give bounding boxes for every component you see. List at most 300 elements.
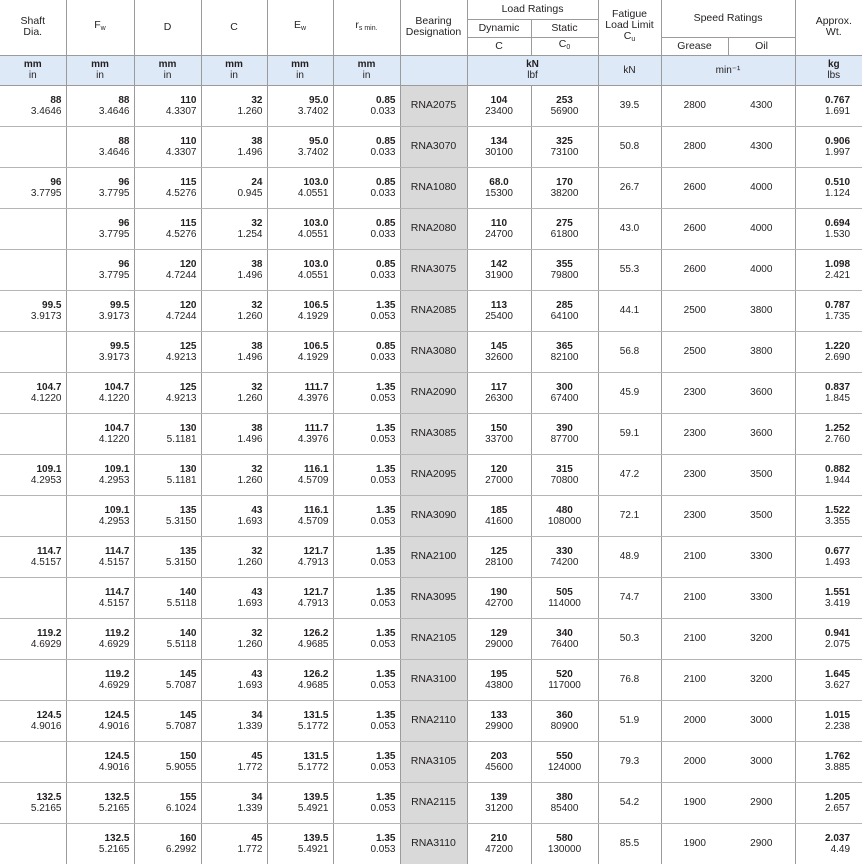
stat-kn: 325 bbox=[556, 135, 573, 147]
rs-in: 0.053 bbox=[370, 638, 396, 650]
c-in: 1.496 bbox=[237, 351, 263, 363]
header-c: C bbox=[201, 0, 267, 55]
cell-fatigue bbox=[598, 413, 661, 454]
cell-rs-min bbox=[333, 659, 400, 700]
c-in: 0.945 bbox=[237, 187, 263, 199]
unit-shaft: mm in bbox=[0, 55, 66, 85]
cell-weight bbox=[795, 782, 862, 823]
cell-static bbox=[531, 659, 598, 700]
table-row bbox=[0, 454, 862, 495]
ew-in: 5.1772 bbox=[297, 761, 329, 773]
stat-lbf: 70800 bbox=[550, 474, 579, 486]
cell-d bbox=[134, 126, 201, 167]
rs-mm: 0.85 bbox=[376, 176, 396, 188]
ew-mm: 106.5 bbox=[303, 299, 329, 311]
cell-rs-min bbox=[333, 167, 400, 208]
rs-in: 0.033 bbox=[370, 187, 396, 199]
cell-shaft-dia bbox=[0, 249, 66, 290]
cell-c bbox=[201, 618, 267, 659]
cell-c bbox=[201, 577, 267, 618]
cell-bearing-designation bbox=[400, 85, 467, 126]
cell-d bbox=[134, 741, 201, 782]
stat-kn: 365 bbox=[556, 340, 573, 352]
cell-grease bbox=[661, 372, 728, 413]
rs-mm: 1.35 bbox=[376, 545, 396, 557]
c-in: 1.260 bbox=[237, 474, 263, 486]
wt-kg: 0.906 bbox=[825, 135, 851, 147]
cell-static bbox=[531, 782, 598, 823]
d-mm: 125 bbox=[179, 340, 197, 352]
ew-in: 4.0551 bbox=[297, 228, 329, 240]
d-in: 5.3150 bbox=[165, 515, 197, 527]
wt-kg: 1.098 bbox=[825, 258, 851, 270]
cell-weight bbox=[795, 126, 862, 167]
dyn-kn: 139 bbox=[490, 791, 508, 803]
stat-lbf: 79800 bbox=[550, 269, 579, 281]
dyn-lbf: 30100 bbox=[485, 146, 513, 158]
fw-in: 4.6929 bbox=[98, 679, 130, 691]
shaft-mm: 124.5 bbox=[36, 709, 62, 721]
cell-bearing-designation bbox=[400, 659, 467, 700]
c-in: 1.693 bbox=[237, 597, 263, 609]
d-in: 5.1181 bbox=[166, 433, 197, 445]
fw-in: 3.7795 bbox=[98, 228, 130, 240]
grease: 2300 bbox=[683, 469, 706, 480]
d-in: 4.7244 bbox=[165, 269, 197, 281]
cell-dynamic bbox=[467, 536, 531, 577]
fatigue: 43.0 bbox=[619, 223, 640, 234]
stat-lbf: 67400 bbox=[550, 392, 579, 404]
cell-fatigue bbox=[598, 782, 661, 823]
stat-lbf: 38200 bbox=[550, 187, 579, 199]
table-row bbox=[0, 536, 862, 577]
stat-lbf: 117000 bbox=[548, 679, 581, 691]
stat-kn: 285 bbox=[556, 299, 573, 311]
grease: 2500 bbox=[683, 305, 706, 316]
cell-dynamic bbox=[467, 823, 531, 864]
cell-dynamic bbox=[467, 85, 531, 126]
rs-in: 0.053 bbox=[370, 679, 396, 691]
unit-d: mm in bbox=[134, 55, 201, 85]
wt-kg: 1.645 bbox=[825, 668, 851, 680]
cell-fw bbox=[66, 372, 134, 413]
cell-static bbox=[531, 700, 598, 741]
stat-lbf: 61800 bbox=[550, 228, 579, 240]
fw-mm: 96 bbox=[118, 217, 130, 229]
ew-mm: 121.7 bbox=[303, 586, 329, 598]
oil: 3600 bbox=[750, 387, 773, 398]
cell-ew bbox=[267, 126, 333, 167]
d-mm: 160 bbox=[179, 832, 197, 844]
cell-bearing-designation bbox=[400, 249, 467, 290]
stat-lbf: 64100 bbox=[550, 310, 579, 322]
oil: 3600 bbox=[750, 428, 773, 439]
fw-in: 4.5157 bbox=[98, 556, 130, 568]
cell-dynamic bbox=[467, 290, 531, 331]
cell-d bbox=[134, 85, 201, 126]
cell-rs-min bbox=[333, 618, 400, 659]
dyn-kn: 150 bbox=[490, 422, 508, 434]
stat-lbf: 73100 bbox=[550, 146, 579, 158]
cell-ew bbox=[267, 331, 333, 372]
wt-kg: 1.762 bbox=[825, 750, 851, 762]
designation: RNA2110 bbox=[411, 714, 456, 726]
fw-mm: 132.5 bbox=[104, 832, 130, 844]
fatigue: 79.3 bbox=[619, 756, 640, 767]
cell-static bbox=[531, 413, 598, 454]
wt-kg: 1.205 bbox=[825, 791, 851, 803]
cell-bearing-designation bbox=[400, 495, 467, 536]
table-row bbox=[0, 85, 862, 126]
cell-fatigue bbox=[598, 290, 661, 331]
cell-weight bbox=[795, 454, 862, 495]
shaft-mm: 132.5 bbox=[36, 791, 62, 803]
c-mm: 32 bbox=[251, 627, 263, 639]
cell-oil bbox=[728, 741, 795, 782]
c-mm: 43 bbox=[251, 586, 263, 598]
cell-shaft-dia bbox=[0, 495, 66, 536]
c-in: 1.260 bbox=[237, 556, 263, 568]
cell-weight bbox=[795, 249, 862, 290]
fw-mm: 124.5 bbox=[104, 750, 130, 762]
cell-d bbox=[134, 782, 201, 823]
cell-static bbox=[531, 536, 598, 577]
header-fw: $F_w$ bbox=[66, 0, 134, 55]
rs-in: 0.053 bbox=[370, 761, 396, 773]
d-in: 5.7087 bbox=[165, 720, 197, 732]
cell-dynamic bbox=[467, 126, 531, 167]
cell-fw bbox=[66, 659, 134, 700]
cell-fatigue bbox=[598, 85, 661, 126]
c-mm: 38 bbox=[251, 258, 263, 270]
unit-ew: mm in bbox=[267, 55, 333, 85]
cell-fatigue bbox=[598, 536, 661, 577]
c-in: 1.693 bbox=[237, 515, 263, 527]
cell-c bbox=[201, 413, 267, 454]
dyn-kn: 129 bbox=[490, 627, 508, 639]
dyn-lbf: 25400 bbox=[485, 310, 513, 322]
cell-grease bbox=[661, 700, 728, 741]
cell-bearing-designation bbox=[400, 331, 467, 372]
grease: 2600 bbox=[683, 223, 706, 234]
ew-in: 4.3976 bbox=[297, 392, 329, 404]
cell-shaft-dia bbox=[0, 208, 66, 249]
cell-static bbox=[531, 331, 598, 372]
fw-mm: 119.2 bbox=[105, 668, 130, 680]
stat-kn: 253 bbox=[556, 94, 573, 106]
cell-shaft-dia bbox=[0, 823, 66, 864]
fw-in: 4.9016 bbox=[98, 720, 130, 732]
cell-c bbox=[201, 700, 267, 741]
grease: 2000 bbox=[683, 715, 706, 726]
grease: 2100 bbox=[683, 592, 706, 603]
rs-in: 0.053 bbox=[370, 392, 396, 404]
wt-kg: 0.837 bbox=[825, 381, 851, 393]
cell-rs-min bbox=[333, 85, 400, 126]
table-row bbox=[0, 618, 862, 659]
d-in: 4.9213 bbox=[165, 351, 197, 363]
cell-bearing-designation bbox=[400, 290, 467, 331]
fw-mm: 109.1 bbox=[104, 463, 130, 475]
wt-lbs: 3.627 bbox=[825, 679, 851, 691]
stat-lbf: 85400 bbox=[550, 802, 579, 814]
ew-mm: 116.1 bbox=[304, 463, 329, 475]
cell-weight bbox=[795, 208, 862, 249]
unit-fw: mm in bbox=[66, 55, 134, 85]
dyn-kn: 203 bbox=[490, 750, 508, 762]
stat-kn: 550 bbox=[556, 750, 573, 762]
cell-static bbox=[531, 618, 598, 659]
cell-fatigue bbox=[598, 823, 661, 864]
wt-lbs: 4.49 bbox=[830, 843, 851, 855]
cell-fw bbox=[66, 249, 134, 290]
d-mm: 125 bbox=[179, 381, 197, 393]
cell-fatigue bbox=[598, 454, 661, 495]
cell-static bbox=[531, 126, 598, 167]
oil: 4300 bbox=[750, 141, 773, 152]
rs-in: 0.033 bbox=[370, 228, 396, 240]
dyn-kn: 145 bbox=[490, 340, 508, 352]
cell-oil bbox=[728, 413, 795, 454]
d-mm: 150 bbox=[179, 750, 197, 762]
dyn-kn: 117 bbox=[490, 381, 508, 393]
cell-ew bbox=[267, 85, 333, 126]
cell-weight bbox=[795, 700, 862, 741]
d-in: 5.5118 bbox=[166, 638, 197, 650]
cell-rs-min bbox=[333, 454, 400, 495]
cell-bearing-designation bbox=[400, 372, 467, 413]
ew-mm: 103.0 bbox=[303, 217, 329, 229]
cell-grease bbox=[661, 782, 728, 823]
cell-static bbox=[531, 372, 598, 413]
cell-dynamic bbox=[467, 700, 531, 741]
oil: 3800 bbox=[750, 305, 773, 316]
cell-fw bbox=[66, 823, 134, 864]
cell-ew bbox=[267, 741, 333, 782]
cell-shaft-dia bbox=[0, 577, 66, 618]
cell-grease bbox=[661, 290, 728, 331]
table-header bbox=[0, 0, 862, 85]
cell-grease bbox=[661, 823, 728, 864]
ew-mm: 103.0 bbox=[303, 258, 329, 270]
ew-mm: 95.0 bbox=[309, 94, 329, 106]
cell-ew bbox=[267, 413, 333, 454]
fatigue: 85.5 bbox=[619, 838, 640, 849]
designation: RNA2115 bbox=[411, 796, 456, 808]
shaft-in: 3.4646 bbox=[30, 105, 62, 117]
d-mm: 120 bbox=[179, 258, 197, 270]
ew-in: 4.5709 bbox=[297, 474, 329, 486]
stat-lbf: 74200 bbox=[550, 556, 579, 568]
fw-in: 3.7795 bbox=[98, 269, 130, 281]
cell-grease bbox=[661, 659, 728, 700]
shaft-in: 4.2953 bbox=[30, 474, 62, 486]
ew-in: 5.4921 bbox=[297, 843, 329, 855]
designation: RNA2090 bbox=[410, 386, 457, 398]
cell-d bbox=[134, 823, 201, 864]
stat-kn: 275 bbox=[556, 217, 573, 229]
dyn-lbf: 47200 bbox=[485, 843, 513, 855]
dyn-kn: 195 bbox=[490, 668, 508, 680]
designation: RNA1080 bbox=[410, 181, 457, 193]
wt-kg: 0.767 bbox=[825, 94, 851, 106]
grease: 2100 bbox=[683, 551, 706, 562]
cell-shaft-dia bbox=[0, 700, 66, 741]
cell-bearing-designation bbox=[400, 700, 467, 741]
cell-ew bbox=[267, 536, 333, 577]
oil: 3200 bbox=[750, 633, 773, 644]
cell-static bbox=[531, 495, 598, 536]
shaft-in: 4.1220 bbox=[30, 392, 62, 404]
c-mm: 34 bbox=[251, 791, 263, 803]
wt-kg: 0.694 bbox=[825, 217, 851, 229]
ew-mm: 126.2 bbox=[303, 668, 329, 680]
unit-fatigue: kN bbox=[598, 55, 661, 85]
wt-lbs: 1.997 bbox=[825, 146, 851, 158]
cell-c bbox=[201, 290, 267, 331]
designation: RNA3075 bbox=[410, 263, 457, 275]
stat-kn: 520 bbox=[556, 668, 573, 680]
cell-dynamic bbox=[467, 782, 531, 823]
oil: 3200 bbox=[750, 674, 773, 685]
cell-dynamic bbox=[467, 249, 531, 290]
d-in: 5.9055 bbox=[165, 761, 197, 773]
cell-c bbox=[201, 823, 267, 864]
cell-grease bbox=[661, 85, 728, 126]
cell-oil bbox=[728, 577, 795, 618]
fatigue: 74.7 bbox=[619, 592, 640, 603]
grease: 2100 bbox=[683, 633, 706, 644]
header-dynamic-c: C bbox=[467, 37, 531, 55]
grease: 2800 bbox=[683, 100, 706, 111]
oil: 3000 bbox=[750, 756, 773, 767]
cell-weight bbox=[795, 659, 862, 700]
cell-ew bbox=[267, 659, 333, 700]
header-ew: $E_w$ bbox=[267, 0, 333, 55]
cell-fw bbox=[66, 618, 134, 659]
fw-in: 3.9173 bbox=[98, 351, 130, 363]
cell-dynamic bbox=[467, 454, 531, 495]
cell-static bbox=[531, 85, 598, 126]
c-mm: 43 bbox=[251, 668, 263, 680]
cell-weight bbox=[795, 536, 862, 577]
rs-mm: 1.35 bbox=[376, 381, 396, 393]
rs-in: 0.033 bbox=[370, 146, 396, 158]
dyn-lbf: 28100 bbox=[485, 556, 513, 568]
rs-mm: 1.35 bbox=[376, 709, 396, 721]
cell-c bbox=[201, 208, 267, 249]
designation: RNA3080 bbox=[410, 345, 457, 357]
cell-rs-min bbox=[333, 823, 400, 864]
wt-lbs: 1.124 bbox=[825, 187, 851, 199]
ew-in: 5.4921 bbox=[297, 802, 329, 814]
oil: 3300 bbox=[750, 551, 773, 562]
cell-shaft-dia bbox=[0, 372, 66, 413]
c-in: 1.260 bbox=[237, 392, 263, 404]
cell-bearing-designation bbox=[400, 167, 467, 208]
dyn-kn: 104 bbox=[490, 94, 508, 106]
shaft-mm: 96 bbox=[50, 176, 62, 188]
dyn-kn: 110 bbox=[490, 217, 508, 229]
c-mm: 45 bbox=[251, 750, 263, 762]
cell-oil bbox=[728, 372, 795, 413]
header-d: D bbox=[134, 0, 201, 55]
cell-fw bbox=[66, 495, 134, 536]
rs-mm: 1.35 bbox=[376, 627, 396, 639]
cell-bearing-designation bbox=[400, 741, 467, 782]
designation: RNA3070 bbox=[410, 140, 457, 152]
fatigue: 72.1 bbox=[619, 510, 640, 521]
table-row bbox=[0, 167, 862, 208]
cell-dynamic bbox=[467, 372, 531, 413]
cell-rs-min bbox=[333, 700, 400, 741]
wt-lbs: 3.885 bbox=[825, 761, 851, 773]
cell-ew bbox=[267, 372, 333, 413]
ew-mm: 131.5 bbox=[303, 750, 329, 762]
c-in: 1.339 bbox=[237, 720, 263, 732]
wt-kg: 1.220 bbox=[825, 340, 851, 352]
cell-oil bbox=[728, 536, 795, 577]
d-mm: 135 bbox=[179, 504, 197, 516]
fw-in: 3.9173 bbox=[98, 310, 130, 322]
fw-mm: 104.7 bbox=[104, 381, 130, 393]
shaft-mm: 109.1 bbox=[36, 463, 62, 475]
cell-grease bbox=[661, 167, 728, 208]
ew-in: 4.1929 bbox=[297, 351, 329, 363]
fatigue: 26.7 bbox=[619, 182, 640, 193]
stat-kn: 580 bbox=[556, 832, 573, 844]
cell-oil bbox=[728, 823, 795, 864]
oil: 3500 bbox=[750, 510, 773, 521]
cell-oil bbox=[728, 454, 795, 495]
c-mm: 34 bbox=[251, 709, 263, 721]
d-in: 4.5276 bbox=[165, 228, 197, 240]
cell-grease bbox=[661, 331, 728, 372]
cell-grease bbox=[661, 208, 728, 249]
cell-c bbox=[201, 782, 267, 823]
header-dynamic: Dynamic bbox=[467, 19, 531, 37]
cell-rs-min bbox=[333, 331, 400, 372]
cell-rs-min bbox=[333, 782, 400, 823]
wt-lbs: 1.735 bbox=[825, 310, 851, 322]
cell-grease bbox=[661, 577, 728, 618]
stat-lbf: 108000 bbox=[547, 515, 582, 527]
cell-static bbox=[531, 823, 598, 864]
cell-rs-min bbox=[333, 413, 400, 454]
cell-c bbox=[201, 249, 267, 290]
cell-shaft-dia bbox=[0, 741, 66, 782]
wt-kg: 0.510 bbox=[825, 176, 851, 188]
dyn-kn: 68.0 bbox=[489, 176, 509, 188]
grease: 2600 bbox=[683, 264, 706, 275]
fatigue: 45.9 bbox=[619, 387, 640, 398]
stat-kn: 480 bbox=[556, 504, 573, 516]
cell-d bbox=[134, 495, 201, 536]
rs-mm: 0.85 bbox=[376, 135, 396, 147]
table-row bbox=[0, 208, 862, 249]
grease: 1900 bbox=[683, 838, 706, 849]
cell-ew bbox=[267, 208, 333, 249]
header-fatigue-load-limit: Fatigue Load Limit $C_u$ bbox=[598, 0, 661, 55]
designation: RNA2085 bbox=[410, 304, 457, 316]
dyn-kn: 142 bbox=[490, 258, 508, 270]
rs-in: 0.033 bbox=[370, 105, 396, 117]
unit-c: mm in bbox=[201, 55, 267, 85]
shaft-in: 5.2165 bbox=[30, 802, 62, 814]
cell-static bbox=[531, 577, 598, 618]
cell-d bbox=[134, 454, 201, 495]
cell-dynamic bbox=[467, 741, 531, 782]
